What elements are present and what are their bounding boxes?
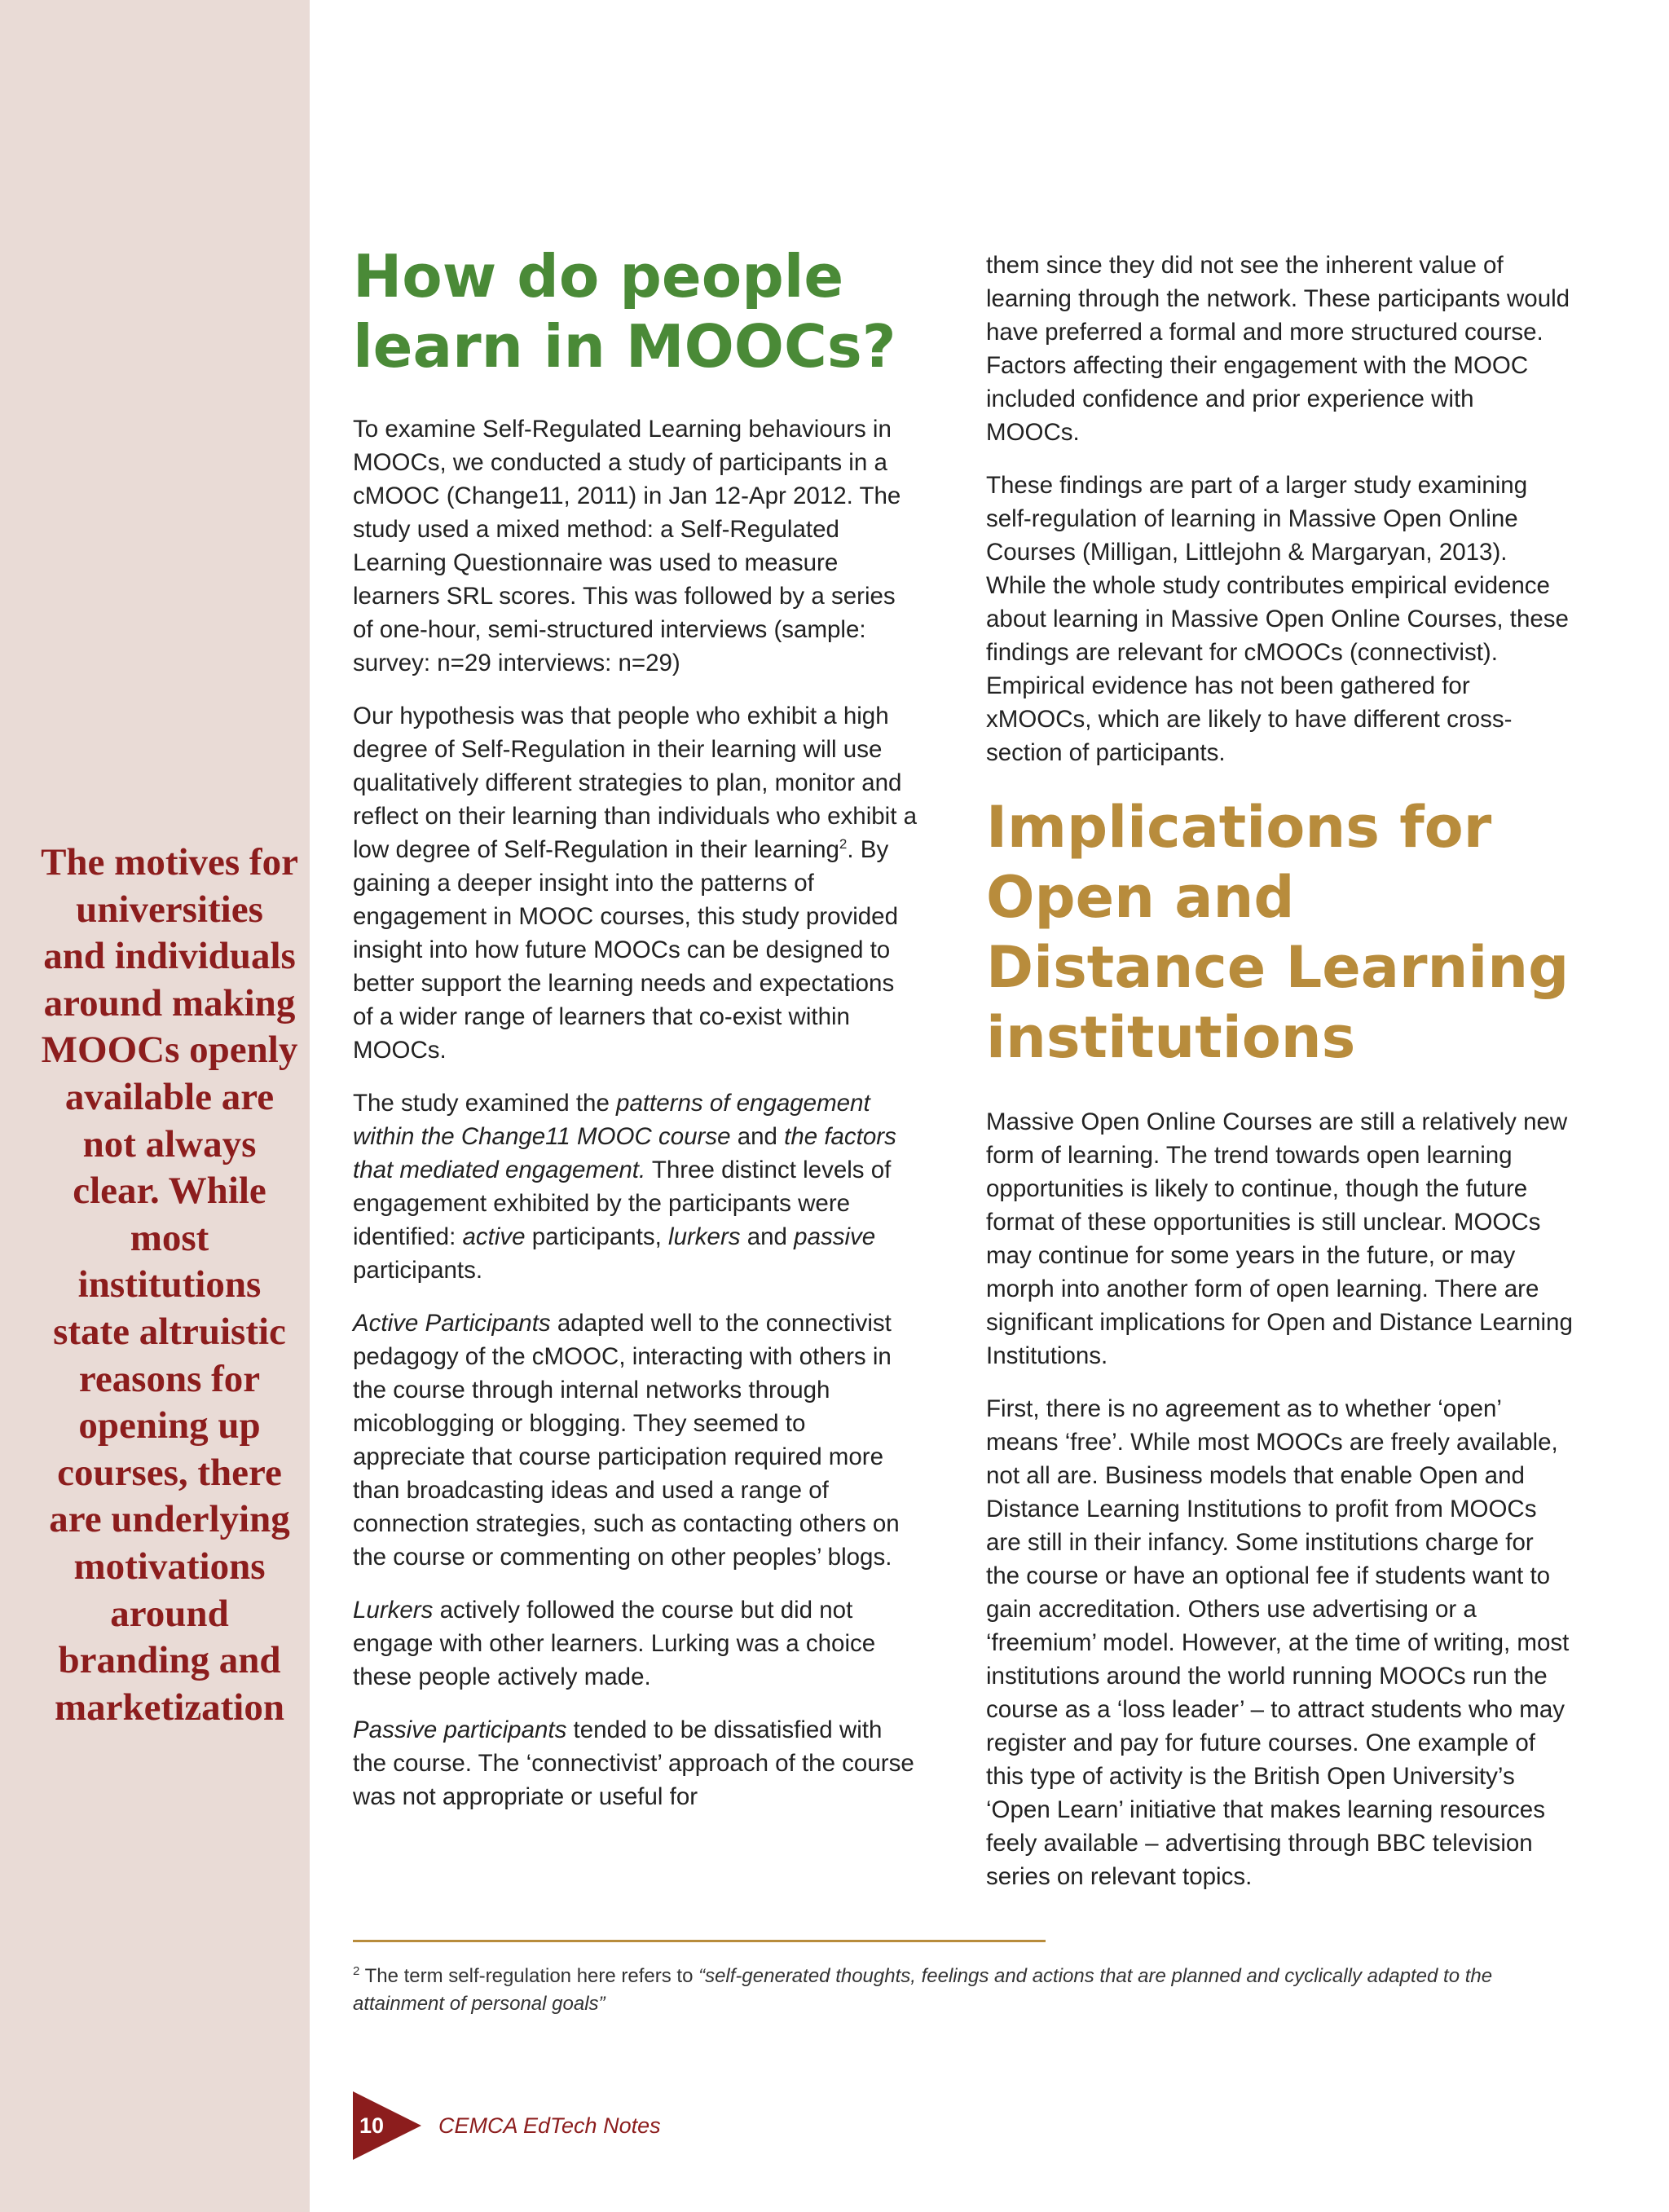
publication-name: CEMCA EdTech Notes (438, 2113, 661, 2138)
paragraph: First, there is no agreement as to whether ‘open’ means ‘free’. While most MOOCs are freely available, not all are. Business models that enable Open and Distance Learning Institutions to profit from MOOCs are still in their infancy. Some institutions charge for the course or have an optional fee if students want to gain accreditation. Others use advertising or a ‘freemium’ model. However, at the time of writing, most institutions around the world running MOOCs run the course as a ‘loss leader’ – to attract students who may register and pay for future courses. One example of this type of activity is the British Open University’s ‘Open Learn’ initiative that makes learning resources feely available – advertising through BBC television series on relevant topics. (986, 1395, 1570, 1890)
pull-quote: The motives for universities and individuals around making MOOCs openly available are not always clear. While most institutions state altruistic reasons for opening up courses, there are underlying motivations around branding and marketization (41, 841, 298, 1729)
paragraph: Lurkers actively followed the course but did not engage with other learners. Lurking was a choice these people actively made. (353, 1597, 876, 1690)
left-column (353, 241, 919, 1833)
paragraph: The study examined the patterns of engagement within the Change11 MOOC course and the factors that mediated engagement. Three distinct levels of engagement exhibited by the participants were identified: active participants, lurkers and passive participants. (353, 1090, 896, 1284)
paragraph: Massive Open Online Courses are still a relatively new form of learning. The trend towards open learning opportunities is likely to continue, though the future format of these opportunities is still unclear. MOOCs may continue for some years in the future, or may morph into another form of open learning. There are significant implications for Open and Distance Learning Institutions. (986, 1108, 1573, 1369)
paragraph: Our hypothesis was that people who exhibit a high degree of Self-Regulation in their learning will use qualitatively different strategies to plan, monitor and reflect on their learning than individuals who exhibit a low degree of Self-Regulation in their learning$^2$. By gaining a deeper insight into the patterns of engagement in MOOC courses, this study provided insight into how future MOOCs can be designed to better support the learning needs and expectations of a wider range of learners that co-exist within MOOCs. (353, 703, 918, 1064)
section-heading-implications: Implications for Open and Distance Learning institutions (986, 794, 1570, 1071)
footnote: $^2$ The term self-regulation here refers to “self-generated thoughts, feelings and actions that are planned and cyclically adapted to the attainment of personal goals” (353, 1964, 1493, 2015)
sidebar (0, 0, 310, 2212)
section-heading-how-do-people-learn: How do people learn in MOOCs? (353, 242, 896, 381)
page-number: 10 (359, 2113, 385, 2138)
paragraph: To examine Self-Regulated Learning behaviours in MOOCs, we conducted a study of participants in a cMOOC (Change11, 2011) in Jan 12-Apr 2012. The study used a mixed method: a Self-Regulated Learning Questionnaire was used to measure learners SRL scores. This was followed by a series of one-hour, semi-structured interviews (sample: survey: n=29 interviews: n=29) (353, 416, 901, 676)
page-footer (353, 2091, 842, 2160)
footnote-ref: 2 (839, 836, 848, 853)
paragraph: These findings are part of a larger study examining self-regulation of learning in Massive Open Online Courses (Milligan, Littlejohn & Margaryan, 2013). While the whole study contributes empirical evidence about learning in Massive Open Online Courses, these findings are relevant for cMOOCs (connectivist). Empirical evidence has not been gathered for xMOOCs, which are likely to have different cross-section of participants. (986, 472, 1569, 766)
paragraph: them since they did not see the inherent value of learning through the network. These participants would have preferred a formal and more structured course. Factors affecting their engagement with the MOOC included confidence and prior experience with MOOCs. (986, 252, 1570, 446)
right-column (986, 249, 1573, 1913)
paragraph: Passive participants tended to be dissatisfied with the course. The ‘connectivist’ approach of the course was not appropriate or useful for (353, 1716, 914, 1810)
footnote-divider (353, 1940, 1046, 1942)
paragraph: Active Participants adapted well to the connectivist pedagogy of the cMOOC, interacting with others in the course through internal networks through micoblogging or blogging. They seemed to appreciate that course participation required more than broadcasting ideas and used a range of connection strategies, such as contacting others on the course or commenting on other peoples’ blogs. (353, 1310, 900, 1571)
